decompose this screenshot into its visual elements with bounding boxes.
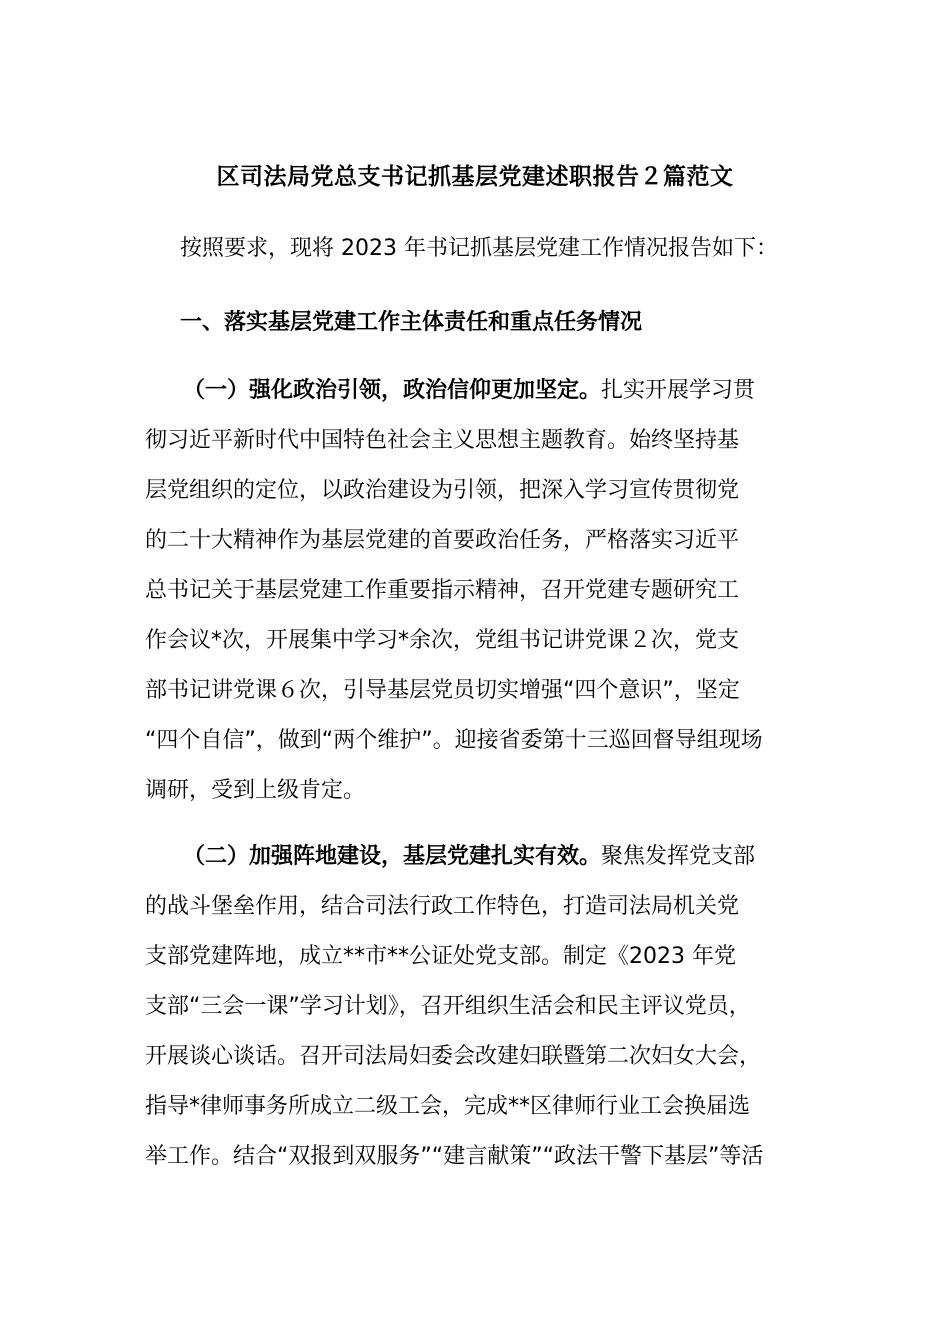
paragraph-line: “四个自信”，做到“两个维护”。迎接省委第十三巡回督导组现场 <box>145 728 763 753</box>
paragraph-line: 的二十大精神作为基层党建的首要政治任务，严格落实习近平 <box>145 528 740 553</box>
paragraph-line <box>145 832 825 882</box>
paragraph-line: 调研，受到上级肯定。 <box>145 778 366 803</box>
paragraph-text: 聚焦发挥党支部 <box>601 844 756 869</box>
body-paragraph-2 <box>145 832 825 1182</box>
paragraph-line: 彻习近平新时代中国特色社会主义思想主题教育。始终坚持基 <box>145 428 740 453</box>
document-title: 区司法局党总支书记抓基层党建述职报告２篇范文 <box>216 164 734 190</box>
paragraph-line: 支部党建阵地，成立**市**公证处党支部。制定《2023 年党 <box>145 944 736 969</box>
paragraph-line: 指导*律师事务所成立二级工会，完成**区律师行业工会换届选 <box>145 1094 751 1119</box>
paragraph-line: 开展谈心谈话。召开司法局妇委会改建妇联暨第二次妇女大会， <box>145 1044 762 1069</box>
paragraph-line: 部书记讲党课６次，引导基层党员切实增强“四个意识”，坚定 <box>145 678 740 703</box>
paragraph-line: 举工作。结合“双报到双服务”“建言献策”“政法干警下基层”等活 <box>145 1144 764 1169</box>
paragraph-line: 支部“三会一课”学习计划》，召开组织生活会和民主评议党员， <box>145 994 751 1019</box>
paragraph-lead: （二）加强阵地建设，基层党建扎实有效。 <box>183 844 602 869</box>
paragraph-lead: （一）强化政治引领，政治信仰更加坚定。 <box>183 378 602 403</box>
paragraph-line: 作会议*次，开展集中学习*余次，党组书记讲党课２次，党支 <box>145 628 740 653</box>
section-heading: 一、落实基层党建工作主体责任和重点任务情况 <box>180 310 643 335</box>
intro-paragraph: 按照要求，现将 2023 年书记抓基层党建工作情况报告如下： <box>180 236 778 261</box>
paragraph-text: 扎实开展学习贯 <box>601 378 756 403</box>
body-paragraph-1 <box>145 366 825 816</box>
paragraph-line <box>145 366 825 416</box>
paragraph-line: 层党组织的定位，以政治建设为引领，把深入学习宣传贯彻党 <box>145 478 740 503</box>
paragraph-line: 的战斗堡垒作用，结合司法行政工作特色，打造司法局机关党 <box>145 894 740 919</box>
paragraph-line: 总书记关于基层党建工作重要指示精神，召开党建专题研究工 <box>145 578 740 603</box>
